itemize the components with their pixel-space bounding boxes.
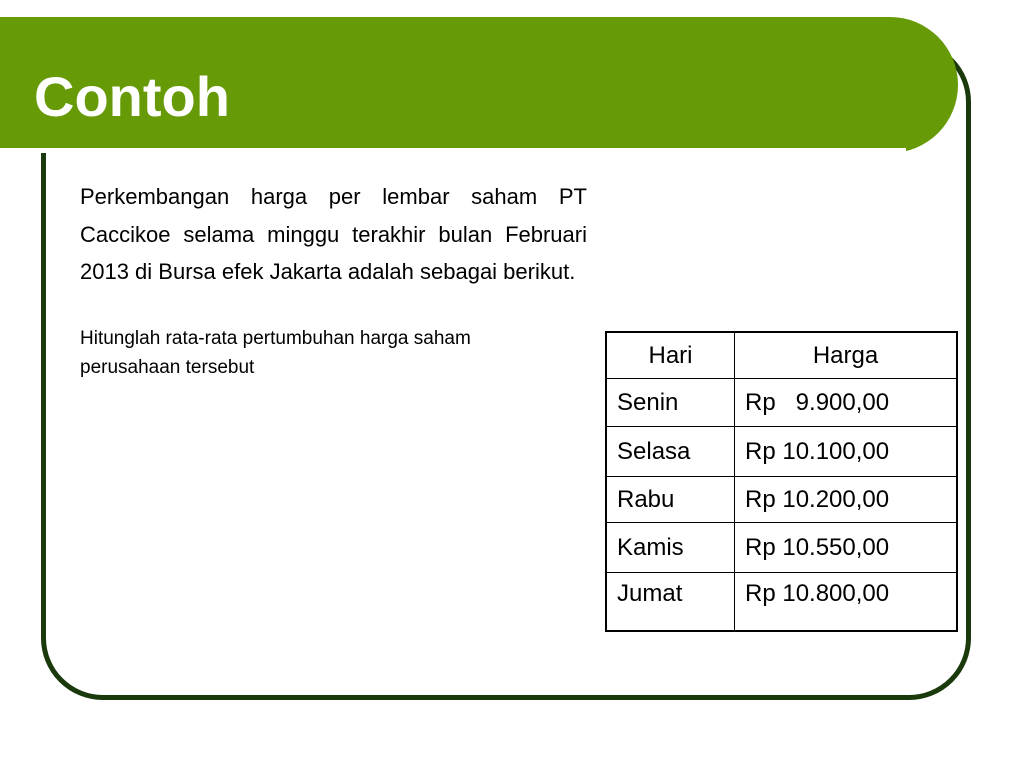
cell-harga: Rp 10.200,00: [735, 477, 958, 523]
table-row: [606, 427, 957, 477]
table-row: [606, 523, 957, 573]
cell-hari: Selasa: [606, 427, 735, 477]
problem-description: Perkembangan harga per lembar saham PT Caccikoe selama minggu terakhir bulan Februari 2013 di Bursa efek Jakarta adalah sebagai berikut.: [80, 184, 587, 284]
cell-harga: Rp 10.800,00: [735, 573, 958, 631]
cell-harga: Rp 10.550,00: [735, 523, 958, 573]
price-table: [605, 331, 958, 632]
slide-title: Contoh: [34, 65, 230, 128]
table-row: [606, 573, 957, 631]
cell-hari: Senin: [606, 379, 735, 427]
header-hari: Hari: [606, 332, 735, 379]
cell-hari: Rabu: [606, 477, 735, 523]
problem-question: Hitunglah rata-rata pertumbuhan harga saham perusahaan tersebut: [80, 328, 471, 378]
table-header-row: [606, 332, 957, 379]
title-bar: [0, 17, 958, 153]
header-harga: Harga: [735, 332, 958, 379]
title-underline: [0, 148, 906, 153]
table-row: [606, 379, 957, 427]
cell-harga: Rp 9.900,00: [735, 379, 958, 427]
cell-hari: Kamis: [606, 523, 735, 573]
cell-harga: Rp 10.100,00: [735, 427, 958, 477]
cell-hari: Jumat: [606, 573, 735, 631]
table-row: [606, 477, 957, 523]
